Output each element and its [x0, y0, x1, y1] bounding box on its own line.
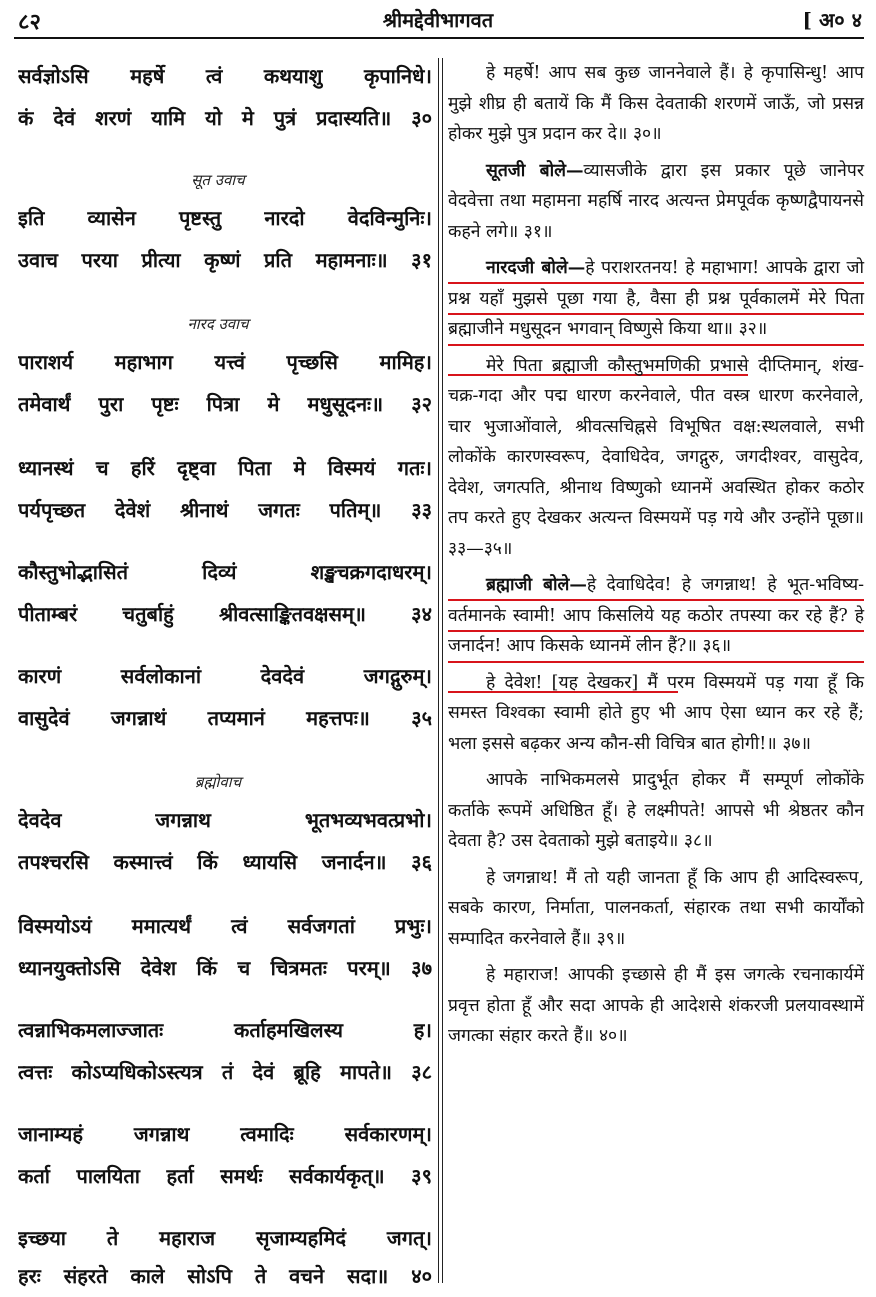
speaker-label: नारदजी बोले— — [486, 258, 586, 278]
sloka-line: पीताम्बरं चतुर्बाहुं श्रीवत्साङ्कितवक्षसम्॥ ३४ — [18, 602, 432, 626]
speaker-label: ब्रह्माजी बोले— — [486, 575, 587, 595]
sloka-line: विस्मयोऽयं ममात्यर्थं त्वं सर्वजगतां प्रभुः। — [18, 914, 432, 938]
translation-paragraph — [448, 765, 864, 857]
sloka-line: कं देवं शरणं यामि यो मे पुत्रं प्रदास्यति॥ ३० — [18, 106, 432, 130]
sloka-line: तपश्चरसि कस्मात्त्वं किं ध्यायसि जनार्दन॥ ३६ — [18, 850, 432, 874]
speaker-heading: ब्रह्मोवाच — [194, 773, 242, 791]
red-underline — [448, 313, 864, 315]
red-underline — [448, 661, 864, 663]
paragraph-text: हे देवेश! [यह देखकर] मैं परम विस्मयमें पड़ गया हूँ कि समस्त विश्वका स्वामी होते हुए भी आप ऐसा ध्यान कर रहे हैं; भला इससे बढ़कर अन्य कौन-सी विचित्र बात होगी!॥ ३७॥ — [448, 672, 864, 754]
paragraph-text: हे महर्षे! आप सब कुछ जाननेवाले हैं। हे कृपासिन्धु! आप मुझे शीघ्र ही बतायें कि मैं किस देवताकी शरणमें जाऊँ, जो प्रसन्न होकर मुझे पुत्र प्रदान कर दे॥ ३०॥ — [448, 63, 864, 144]
sloka-line: पर्यपृच्छत देवेशं श्रीनाथं जगतः पतिम्॥ ३३ — [18, 498, 432, 522]
sloka-line: देवदेव जगन्नाथ भूतभव्यभवत्प्रभो। — [18, 808, 432, 832]
translation-paragraph — [448, 58, 864, 150]
red-underline — [448, 630, 864, 632]
sloka-line: ध्यानयुक्तोऽसि देवेश किं च चित्रमतः परम्॥ ३७ — [18, 956, 432, 980]
sloka-line: वासुदेवं जगन्नाथं तप्यमानं महत्तपः॥ ३५ — [18, 706, 432, 730]
translation-paragraph — [448, 156, 864, 248]
translation-paragraph — [448, 351, 864, 565]
red-underline — [448, 282, 864, 284]
sloka-line: कौस्तुभोद्भासितं दिव्यं शङ्खचक्रगदाधरम्। — [18, 560, 432, 584]
hindi-translation-column — [448, 58, 864, 1288]
running-title: श्रीमद्देवीभागवत — [382, 8, 494, 32]
paragraph-text: मेरे पिता ब्रह्माजी कौस्तुभमणिकी प्रभासे दीप्तिमान्, शंख-चक्र-गदा और पद्म धारण करनेवाले, पीत वस्त्र धारण करनेवाले, चार भुजाओंवाले, श्रीवत्सचिह्नसे विभूषित वक्ष:स्थलवाले, सभी लोकोंके कारणस्वरूप, देवाधिदेव, जगद्गुरु, जगदीश्वर, वासुदेव, देवेश, जगत्पति, श्रीनाथ विष्णुको ध्यानमें अवस्थित होकर कठोर तप करते हुए देखकर अत्यन्त विस्मयमें पड़ गये और उन्होंने पूछा॥ ३३—३५॥ — [448, 355, 864, 559]
red-underline — [448, 599, 864, 601]
speaker-heading: सूत उवाच — [191, 171, 245, 189]
sloka-line: उवाच परया प्रीत्या कृष्णं प्रति महामनाः॥ ३१ — [18, 248, 432, 272]
red-underline — [448, 344, 864, 346]
page-number: ८२ — [18, 9, 41, 35]
paragraph-text: व्यासजीके द्वारा इस प्रकार पूछे जानेपर वेदवेत्ता तथा महामना महर्षि नारद अत्यन्त प्रेमपूर्वक कृष्णद्वैपायनसे कहने लगे॥ ३१॥ — [448, 160, 864, 242]
sloka-line: सर्वज्ञोऽसि महर्षे त्वं कथयाशु कृपानिधे। — [18, 64, 432, 88]
sloka-line: त्वन्नाभिकमलाज्जातः कर्ताहमखिलस्य ह। — [18, 1018, 432, 1042]
sloka-line: इच्छया ते महाराज सृजाम्यहमिदं जगत्। — [18, 1226, 432, 1250]
sloka-line: ध्यानस्थं च हरिं दृष्ट्वा पिता मे विस्मयं गतः। — [18, 456, 432, 480]
speaker-label: सूतजी बोले— — [486, 160, 584, 181]
paragraph-text: हे पराशरतनय! हे महाभाग! आपके द्वारा जो प्रश्न यहाँ मुझसे पूछा गया है, वैसा ही प्रश्न पूर्वकालमें मेरे पिता ब्रह्माजीने मधुसूदन भगवान् विष्णुसे किया था॥ ३२॥ — [448, 258, 864, 339]
translation-paragraph — [448, 960, 864, 1052]
sloka-line: इति व्यासेन पृष्टस्तु नारदो वेदविन्मुनिः। — [18, 206, 432, 230]
paragraph-text: आपके नाभिकमलसे प्रादुर्भूत होकर मैं सम्पूर्ण लोकोंके कर्ताके रूपमें अधिष्ठित हूँ। हे लक्ष्मीपते! आपसे भी श्रेष्ठतर कौन देवता है? उस देवताको मुझे बताइये॥ ३८॥ — [448, 770, 864, 851]
paragraph-text: हे देवाधिदेव! हे जगन्नाथ! हे भूत-भविष्य-वर्तमानके स्वामी! आप किसलिये यह कठोर तपस्या कर रहे हैं? हे जनार्दन! आप किसके ध्यानमें लीन हैं?॥ ३६॥ — [448, 575, 865, 656]
sloka-line: जानाम्यहं जगन्नाथ त्वमादिः सर्वकारणम्। — [18, 1122, 432, 1146]
paragraph-text: हे जगन्नाथ! मैं तो यही जानता हूँ कि आप ही आदिस्वरूप, सबके कारण, निर्माता, पालनकर्ता, संहारक तथा सभी कार्योंको सम्पादित करनेवाले हैं॥ ३९॥ — [448, 867, 864, 949]
translation-paragraph — [448, 668, 864, 760]
highlighted-paragraph — [448, 253, 864, 345]
sloka-line: कारणं सर्वलोकानां देवदेवं जगद्गुरुम्। — [18, 664, 432, 688]
sloka-line: पाराशर्य महाभाग यत्त्वं पृच्छसि मामिह। — [18, 350, 432, 374]
sloka-line: त्वत्तः कोऽप्यधिकोऽस्त्यत्र तं देवं ब्रूहि मापते॥ ३८ — [18, 1060, 432, 1084]
paragraph-text: हे महाराज! आपकी इच्छासे ही मैं इस जगत्के रचनाकार्यमें प्रवृत्त होता हूँ और सदा आपके ही आदेशसे शंकरजी प्रलयावस्थामें जगत्का संहार करते हैं॥ ४०॥ — [448, 965, 864, 1046]
sanskrit-column — [0, 0, 436, 1297]
chapter-marker: [ अ० ४ — [802, 8, 862, 32]
highlighted-paragraph — [448, 570, 864, 662]
translation-paragraph — [448, 863, 864, 955]
column-divider — [442, 58, 443, 1283]
column-divider — [438, 58, 439, 1283]
speaker-heading: नारद उवाच — [187, 315, 249, 333]
sloka-line: कर्ता पालयिता हर्ता समर्थः सर्वकार्यकृत्॥ ३९ — [18, 1164, 432, 1188]
sloka-line: तमेवार्थं पुरा पृष्टः पित्रा मे मधुसूदनः॥ ३२ — [18, 392, 432, 416]
sloka-line: हरः संहरते काले सोऽपि ते वचने सदा॥ ४० — [18, 1264, 432, 1288]
